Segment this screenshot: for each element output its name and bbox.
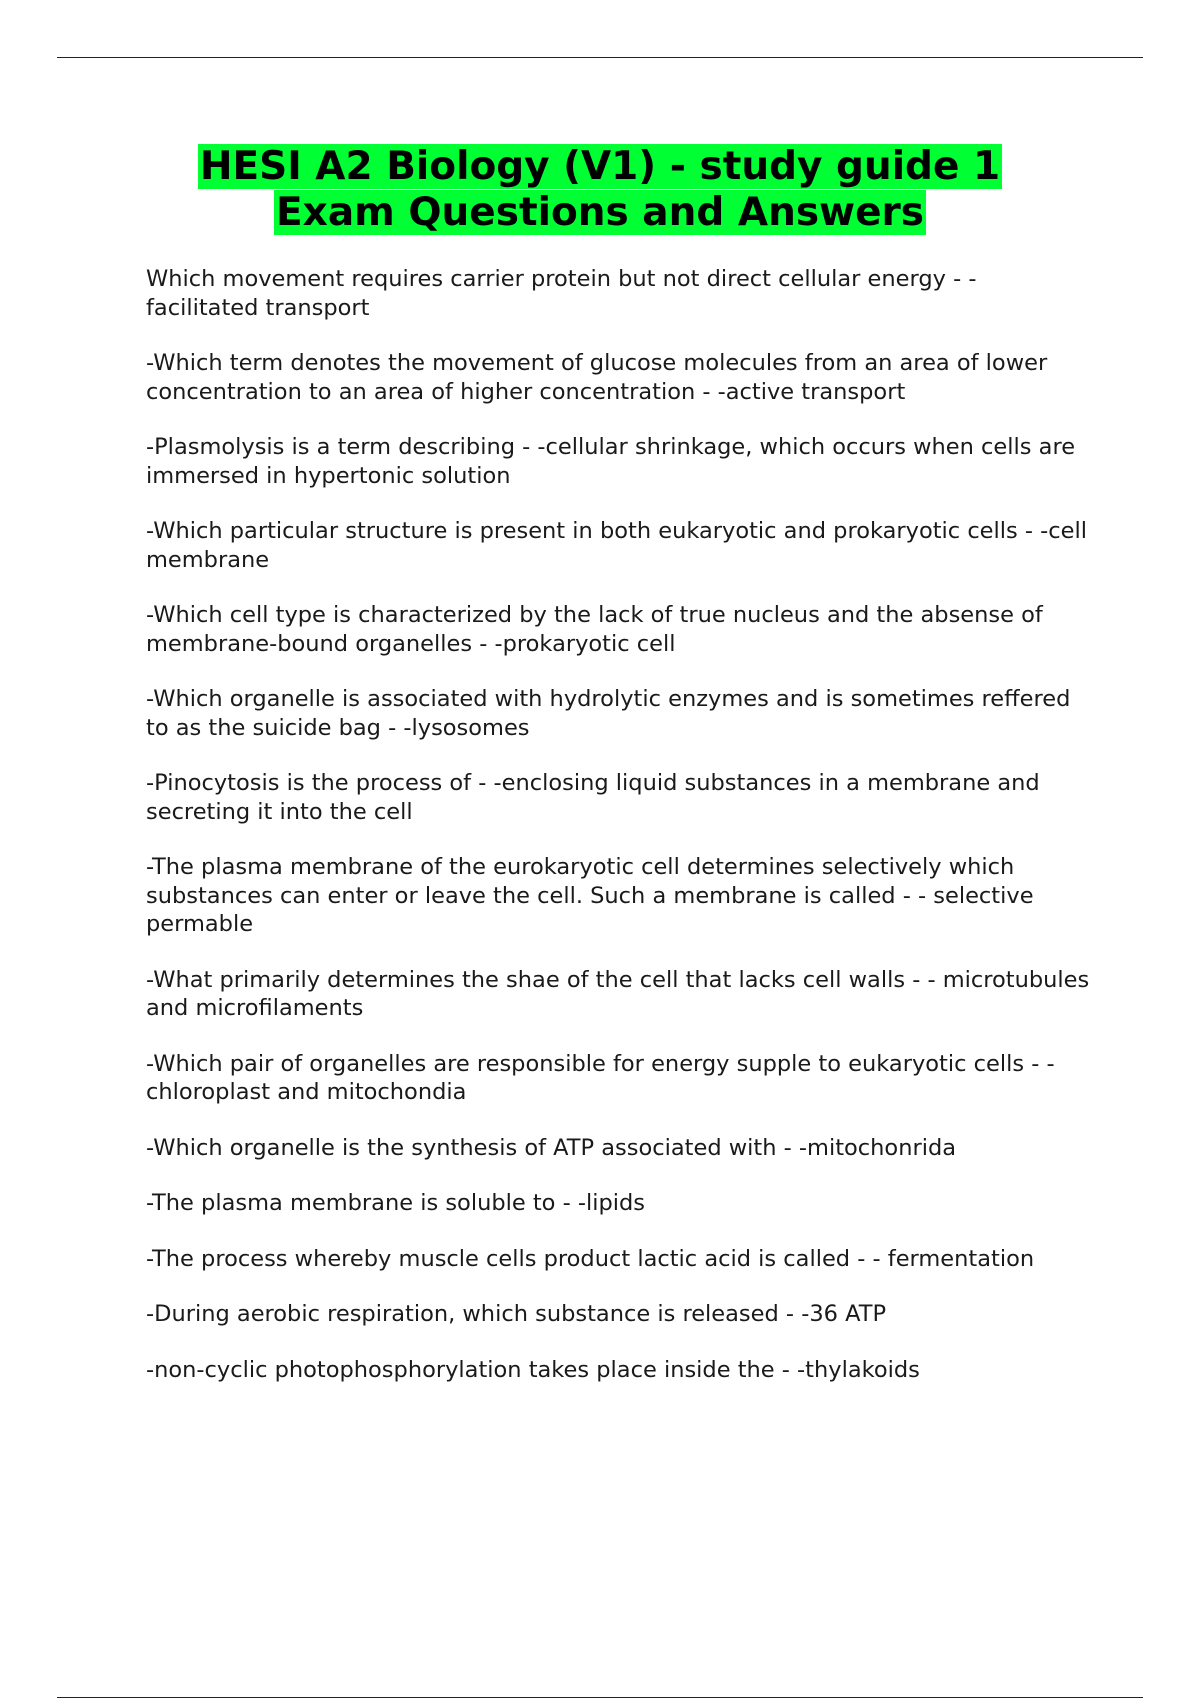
qa-item: -The process whereby muscle cells product lactic acid is called - - fermentation — [146, 1245, 1035, 1272]
qa-item: -Which particular structure is present in both eukaryotic and prokaryotic cells - -cell membrane — [146, 518, 1088, 573]
qa-item: Which movement requires carrier protein but not direct cellular energy - - facilitated transport — [146, 266, 977, 321]
qa-item: -What primarily determines the shae of the cell that lacks cell walls - - microtubules and microfilaments — [146, 966, 1090, 1021]
qa-item: -Which term denotes the movement of glucose molecules from an area of lower concentration to an area of higher concentration - -active transport — [146, 350, 1048, 405]
qa-item: -Which pair of organelles are responsible for energy supple to eukaryotic cells - -chloroplast and mitochondia — [146, 1050, 1055, 1105]
qa-item: -During aerobic respiration, which substance is released - -36 ATP — [146, 1301, 887, 1327]
header-rule — [57, 57, 1143, 58]
qa-item: -Which cell type is characterized by the lack of true nucleus and the absense of membrane-bound organelles - -prokaryotic cell — [146, 602, 1043, 657]
qa-item: -Which organelle is the synthesis of ATP associated with - -mitochonrida — [146, 1134, 957, 1161]
question-answer-list — [146, 265, 1096, 1411]
page-title — [0, 144, 1200, 236]
qa-item: -Pinocytosis is the process of - -enclosing liquid substances in a membrane and secreting it into the cell — [146, 770, 1040, 825]
footer-rule — [57, 1697, 1143, 1698]
qa-item: -The plasma membrane of the eurokaryotic cell determines selectively which substances can enter or leave the cell. Such a membrane is called - - selective permable — [146, 854, 1034, 937]
qa-item: -The plasma membrane is soluble to - -lipids — [146, 1190, 646, 1216]
qa-item: -non-cyclic photophosphorylation takes place inside the - -thylakoids — [146, 1356, 920, 1383]
qa-item: -Plasmolysis is a term describing - -cellular shrinkage, which occurs when cells are immersed in hypertonic solution — [146, 434, 1076, 489]
title-line-1: HESI A2 Biology (V1) - study guide 1 — [199, 144, 1001, 189]
qa-item: -Which organelle is associated with hydrolytic enzymes and is sometimes reffered to as the suicide bag - -lysosomes — [146, 686, 1071, 741]
title-line-2: Exam Questions and Answers — [276, 190, 924, 235]
